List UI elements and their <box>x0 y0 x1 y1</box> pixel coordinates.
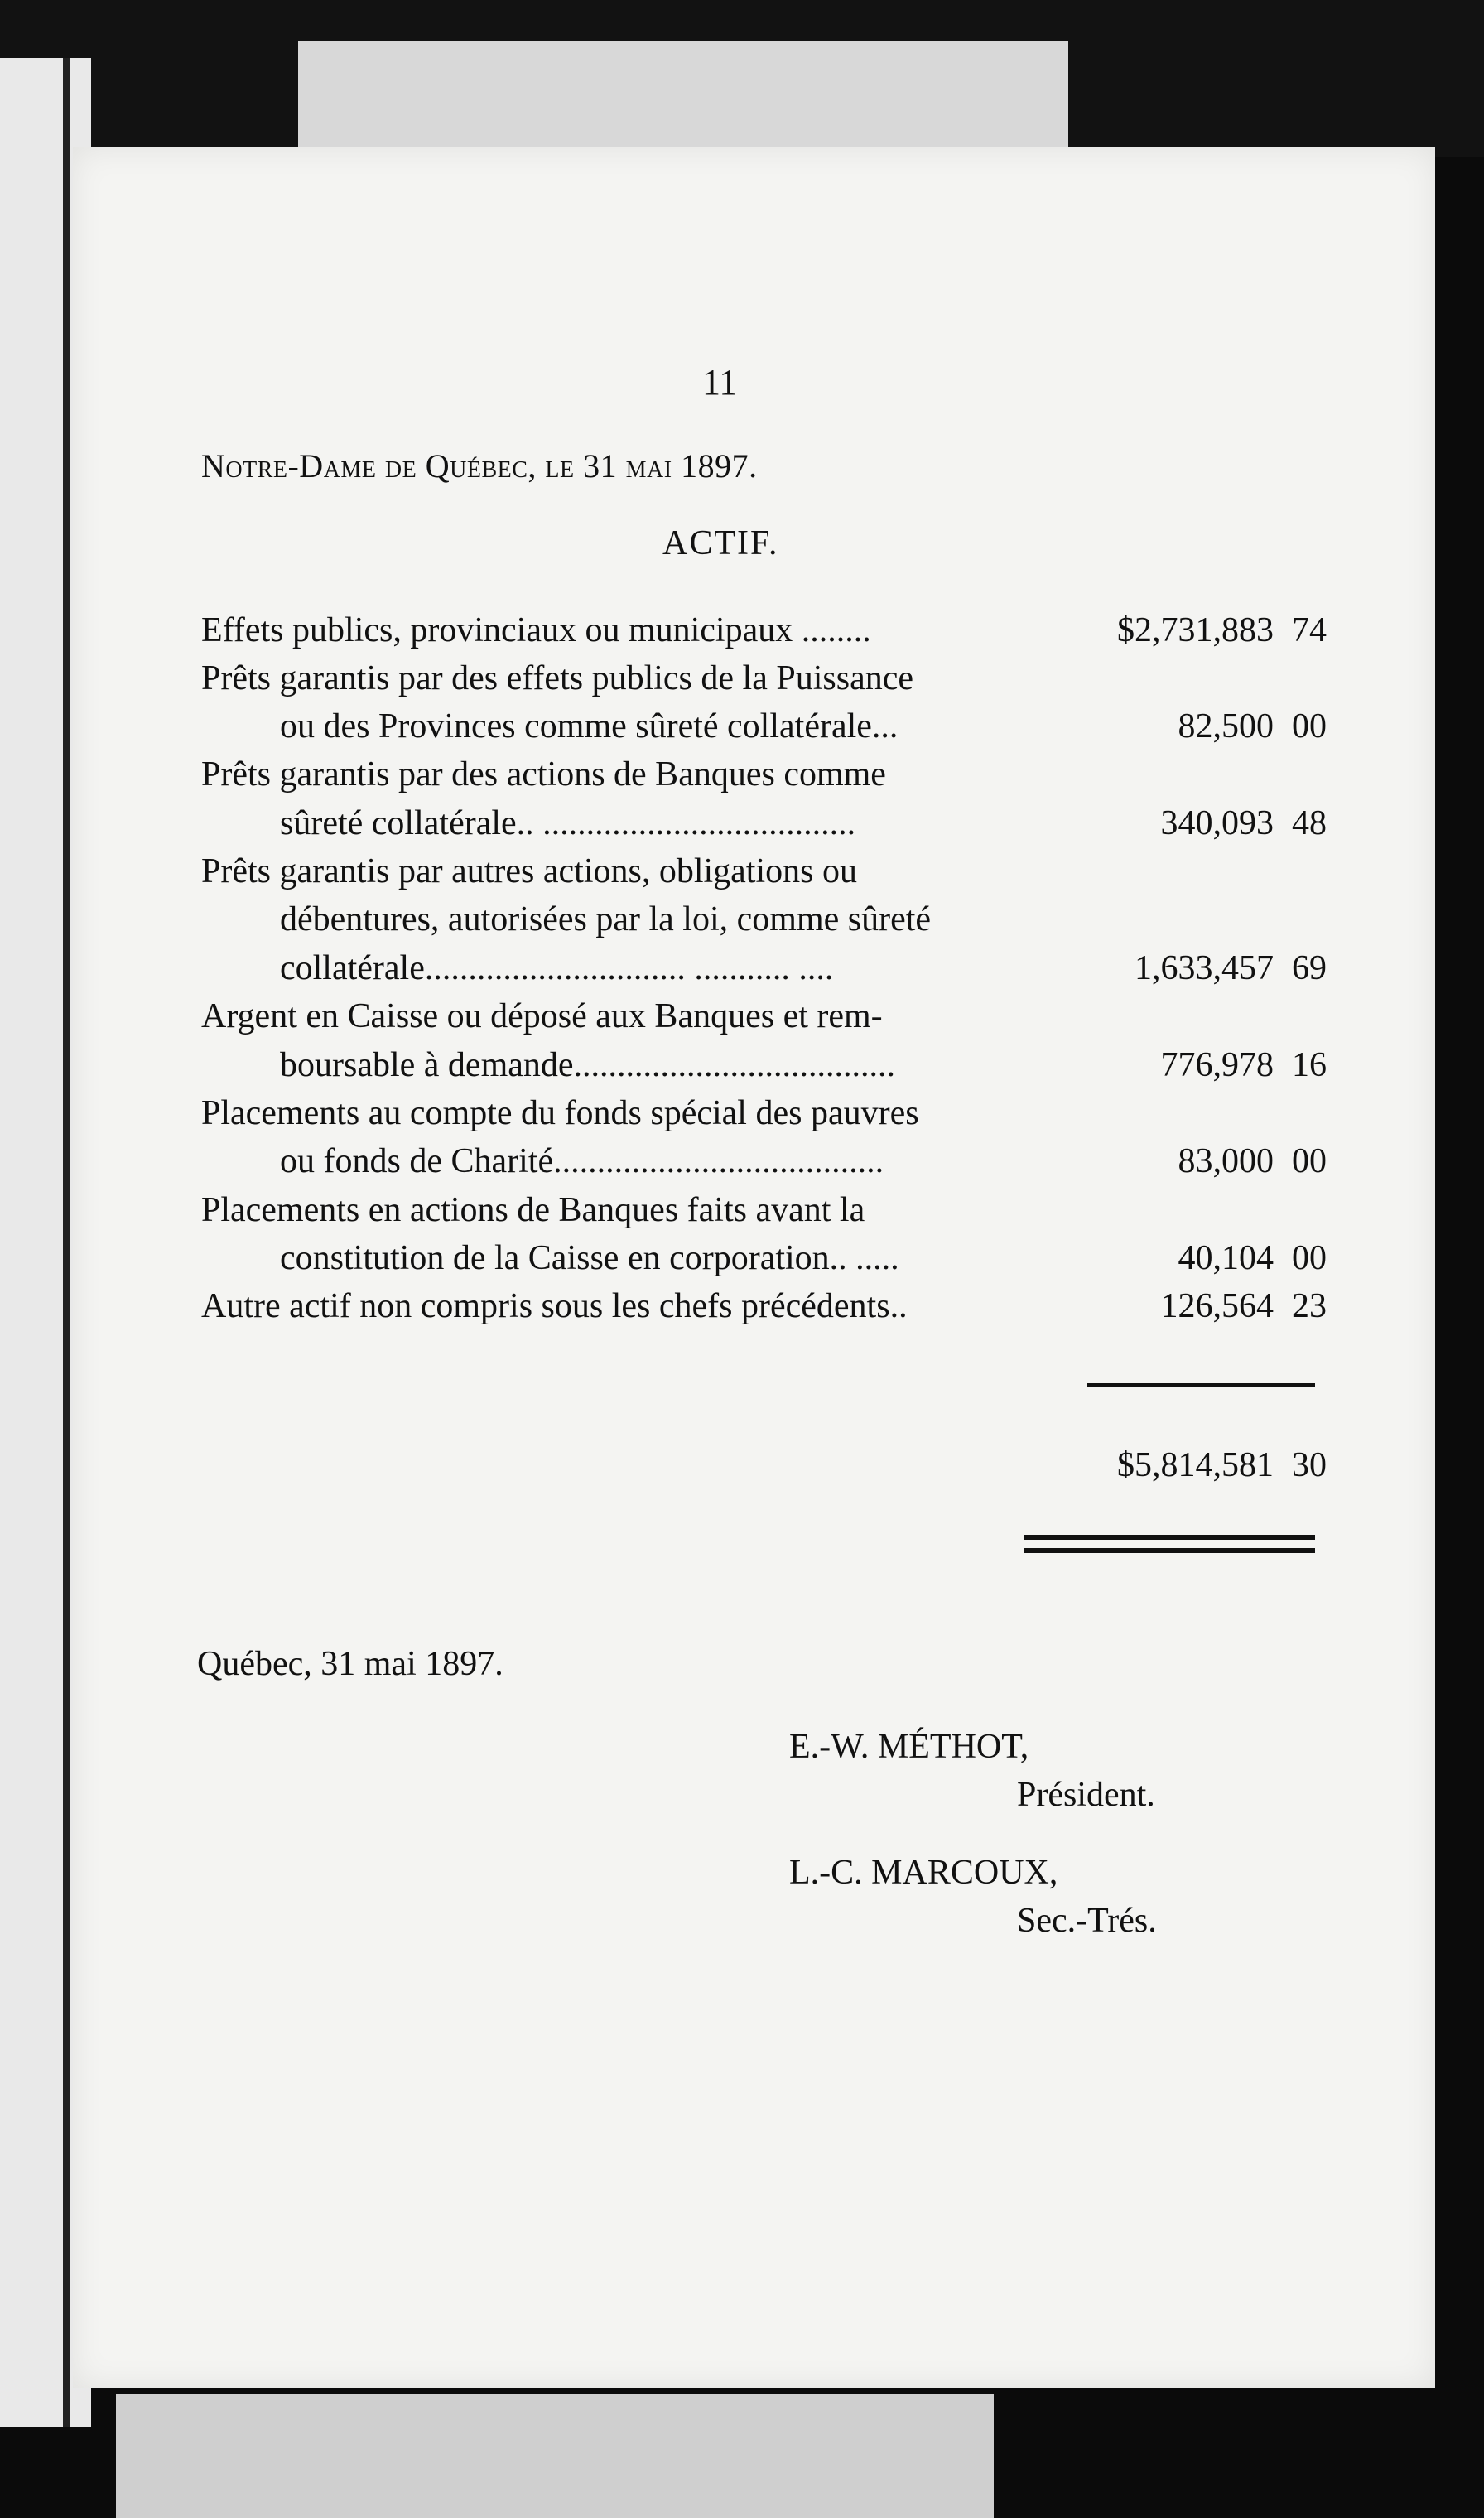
total-cents: 30 <box>1292 1446 1327 1484</box>
entry-amount: 83,000 <box>1178 1142 1274 1180</box>
entry-amount: 126,564 <box>1160 1287 1274 1325</box>
total-double-rule-bottom <box>1024 1548 1315 1553</box>
entry-cents: 00 <box>1292 1142 1327 1180</box>
page-number: 11 <box>702 362 738 403</box>
entry-cents: 69 <box>1292 949 1327 987</box>
underlying-page-bottom <box>116 2394 994 2518</box>
header-date-prefix: , le 31 <box>528 447 618 485</box>
entry-amount: 82,500 <box>1178 707 1274 745</box>
header-month: mai <box>625 447 672 485</box>
signatory-title: Président. <box>1017 1776 1155 1814</box>
entry-line: ou des Provinces comme sûreté collatérale... <box>280 707 899 745</box>
signatory-name: L.-C. MARCOUX, <box>789 1854 1058 1892</box>
entry-line: Placements en actions de Banques faits avant la <box>201 1191 865 1229</box>
entry-line: débentures, autorisées par la loi, comme sûreté <box>280 900 932 938</box>
entry-cents: 16 <box>1292 1046 1327 1084</box>
entry-line: boursable à demande..................................... <box>280 1046 896 1084</box>
entry-line: Prêts garantis par des effets publics de la Puissance <box>201 659 913 697</box>
entry-cents: 74 <box>1292 611 1327 649</box>
entry-amount: 40,104 <box>1178 1239 1274 1277</box>
entry-line: Effets publics, provinciaux ou municipaux ........ <box>201 611 871 649</box>
entry-line: Prêts garantis par des actions de Banques comme <box>201 755 886 794</box>
signatory-title: Sec.-Trés. <box>1017 1902 1157 1940</box>
entry-line: collatérale.............................. ........... .... <box>280 949 834 987</box>
entry-line: Autre actif non compris sous les chefs précédents.. <box>201 1287 908 1325</box>
section-title: ACTIF. <box>662 524 779 562</box>
entry-line: constitution de la Caisse en corporation.. ..... <box>280 1239 899 1277</box>
entry-line: Placements au compte du fonds spécial des pauvres <box>201 1094 919 1132</box>
total-amount: $5,814,581 <box>1117 1446 1274 1484</box>
document-page <box>73 147 1435 2388</box>
entry-line: sûreté collatérale.. .................................... <box>280 804 856 842</box>
total-double-rule-top <box>1024 1535 1315 1540</box>
entry-amount: 340,093 <box>1160 804 1274 842</box>
entry-cents: 00 <box>1292 707 1327 745</box>
entry-amount: 776,978 <box>1160 1046 1274 1084</box>
header-place: Notre-Dame de Québec <box>201 447 528 485</box>
statement-header <box>201 447 758 485</box>
entry-amount: $2,731,883 <box>1117 611 1274 649</box>
header-year: 1897. <box>681 447 758 485</box>
entry-amount: 1,633,457 <box>1135 949 1274 987</box>
signatory-name: E.-W. MÉTHOT, <box>789 1728 1029 1766</box>
binding-line <box>63 58 70 2427</box>
subtotal-rule <box>1087 1383 1315 1387</box>
entry-line: ou fonds de Charité...................................... <box>280 1142 884 1180</box>
closing-date: Québec, 31 mai 1897. <box>197 1645 504 1683</box>
entry-cents: 00 <box>1292 1239 1327 1277</box>
entry-line: Argent en Caisse ou déposé aux Banques et rem- <box>201 997 883 1035</box>
entry-cents: 23 <box>1292 1287 1327 1325</box>
entry-cents: 48 <box>1292 804 1327 842</box>
entry-line: Prêts garantis par autres actions, obligations ou <box>201 852 857 890</box>
